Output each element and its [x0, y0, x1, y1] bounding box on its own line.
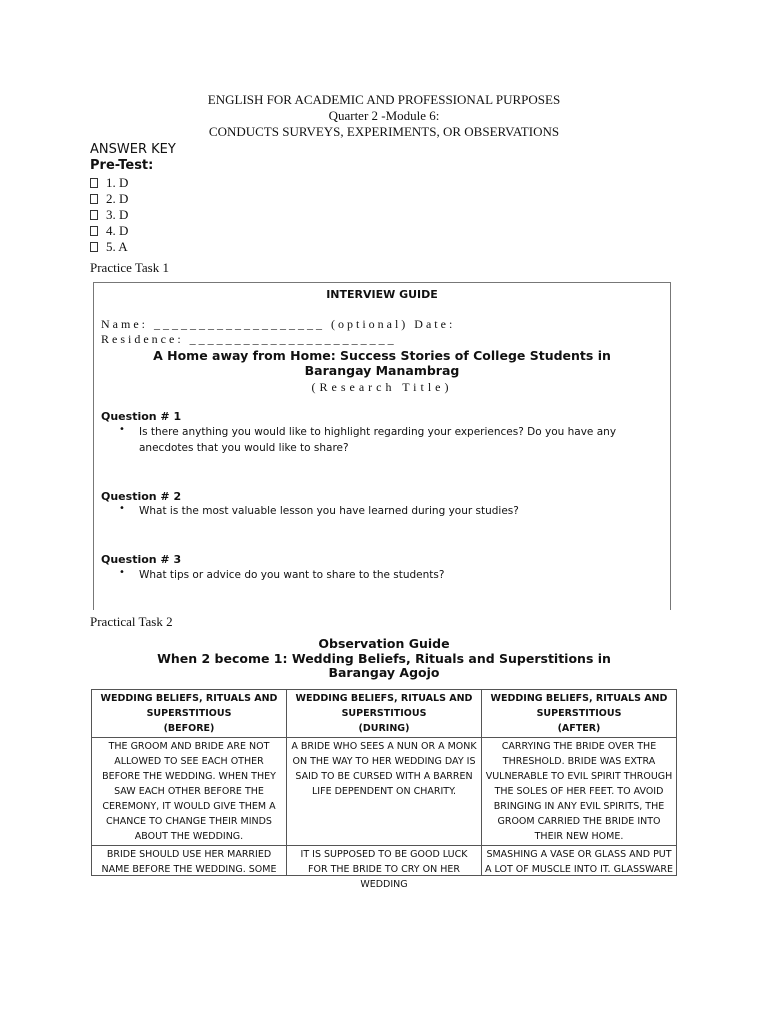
practical-task-2-label: Practical Task 2: [90, 614, 173, 629]
bullet-icon: •: [119, 424, 125, 435]
bullet-box-icon: [90, 178, 98, 188]
question-2-label: Question # 2: [101, 490, 182, 503]
table-cell: A BRIDE WHO SEES A NUN OR A MONK ON THE WAY TO HER WEDDING DAY IS SAID TO BE CURSED WITH A BARREN LIFE DEPENDENT ON CHARITY.: [287, 738, 482, 846]
column-header-after: WEDDING BELIEFS, RITUALS AND SUPERSTITIOUS (AFTER): [482, 690, 677, 738]
table-cell: THE GROOM AND BRIDE ARE NOT ALLOWED TO SEE EACH OTHER BEFORE THE WEDDING. WHEN THEY SAW EACH OTHER BEFORE THE CEREMONY, IT WOULD GIVE THEM A CHANCE TO CHANGE THEIR MINDS ABOUT THE WEDDING.: [92, 738, 287, 846]
bullet-box-icon: [90, 226, 98, 236]
residence-line: Residence: _______________________: [101, 332, 397, 346]
answer-item: 3. D: [90, 207, 128, 223]
question-3-text: What tips or advice do you want to share to the students?: [139, 569, 445, 581]
bullet-box-icon: [90, 194, 98, 204]
module-label: Quarter 2 -Module 6:: [328, 108, 440, 123]
bullet-box-icon: [90, 210, 98, 220]
bullet-icon: •: [119, 503, 125, 514]
table-row: [92, 846, 677, 876]
bullet-icon: •: [119, 567, 125, 578]
name-date-line: Name: ___________________ (optional) Date:: [101, 317, 456, 331]
column-header-during: WEDDING BELIEFS, RITUALS AND SUPERSTITIOUS (DURING): [287, 690, 482, 738]
pretest-answers: [90, 175, 128, 255]
research-title: A Home away from Home: Success Stories of College Students in Barangay Manambrag: [153, 348, 611, 378]
table-cell: IT IS SUPPOSED TO BE GOOD LUCK FOR THE BRIDE TO CRY ON HER WEDDING: [287, 846, 482, 876]
question-1-text: Is there anything you would like to highlight regarding your experiences? Do you have any anecdotes that you would like to share?: [139, 426, 617, 454]
answer-item: 2. D: [90, 191, 128, 207]
table-cell: SMASHING A VASE OR GLASS AND PUT A LOT OF MUSCLE INTO IT. GLASSWARE: [482, 846, 677, 876]
pretest-label: Pre-Test:: [90, 158, 154, 173]
interview-guide: [93, 282, 671, 610]
observation-guide-title: Observation Guide: [318, 636, 450, 651]
module-topic: CONDUCTS SURVEYS, EXPERIMENTS, OR OBSERVATIONS: [208, 124, 560, 139]
document-header: [0, 92, 768, 140]
column-header-before: WEDDING BELIEFS, RITUALS AND SUPERSTITIOUS (BEFORE): [92, 690, 287, 738]
practice-task-1-label: Practice Task 1: [90, 260, 169, 275]
question-1-label: Question # 1: [101, 410, 182, 423]
question-2-text: What is the most valuable lesson you have learned during your studies?: [139, 505, 519, 517]
course-title: ENGLISH FOR ACADEMIC AND PROFESSIONAL PURPOSES: [207, 92, 561, 107]
bullet-box-icon: [90, 242, 98, 252]
table-header-row: [92, 690, 677, 738]
answer-item: 4. D: [90, 223, 128, 239]
observation-guide-subtitle: When 2 become 1: Wedding Beliefs, Rituals and Superstitions in Barangay Agojo: [157, 651, 611, 680]
answer-item: 5. A: [90, 239, 128, 255]
table-row: [92, 738, 677, 846]
observation-table: [91, 689, 677, 890]
question-3-label: Question # 3: [101, 553, 182, 566]
table-cell: BRIDE SHOULD USE HER MARRIED NAME BEFORE THE WEDDING. SOME: [92, 846, 287, 876]
table-cell: CARRYING THE BRIDE OVER THE THRESHOLD. BRIDE WAS EXTRA VULNERABLE TO EVIL SPIRIT THROUGH THE SOLES OF HER FEET. TO AVOID BRINGING IN ANY EVIL SPIRITS, THE GROOM CARRIED THE BRIDE INTO THEIR NEW HOME.: [482, 738, 677, 846]
answer-item: 1. D: [90, 175, 128, 191]
interview-guide-title: INTERVIEW GUIDE: [326, 288, 438, 301]
answer-key-label: ANSWER KEY: [90, 142, 176, 157]
research-title-label: (Research Title): [311, 380, 453, 394]
